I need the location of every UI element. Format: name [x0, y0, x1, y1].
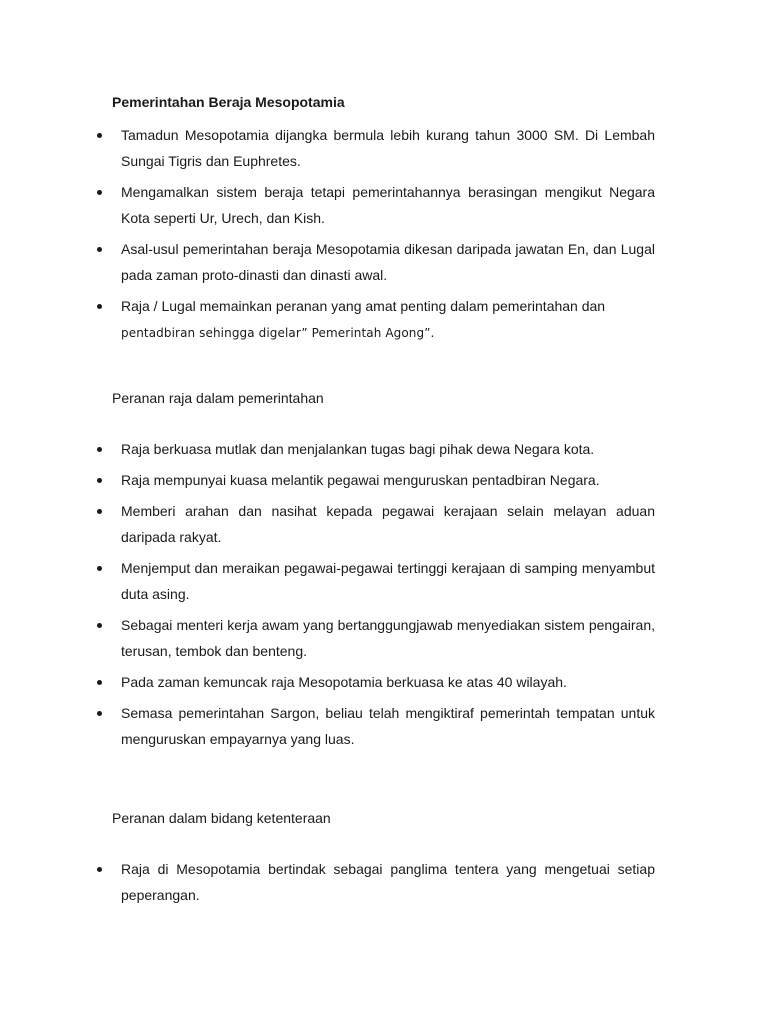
- section-heading-ketenteraan: Peranan dalam bidang ketenteraan: [112, 810, 331, 826]
- bullet-icon: [97, 566, 102, 571]
- list-item: Raja / Lugal memainkan peranan yang amat penting dalam pemerintahan dan pentadbiran sehingga digelar” Pemerintah Agong”.: [121, 293, 655, 346]
- bullet-icon: [97, 509, 102, 514]
- list-item: Asal-usul pemerintahan beraja Mesopotamia dikesan daripada jawatan En, dan Lugal pada zaman proto-dinasti dan dinasti awal.: [121, 236, 655, 288]
- bullet-icon: [97, 190, 102, 195]
- bullet-icon: [97, 680, 102, 685]
- section-heading-pemerintahan: Pemerintahan Beraja Mesopotamia: [112, 94, 345, 110]
- list-item: Memberi arahan dan nasihat kepada pegawai kerajaan selain melayan aduan daripada rakyat.: [121, 498, 655, 550]
- list-item: Mengamalkan sistem beraja tetapi pemerintahannya berasingan mengikut Negara Kota seperti Ur, Urech, dan Kish.: [121, 179, 655, 231]
- bullet-icon: [97, 478, 102, 483]
- list-item: Raja berkuasa mutlak dan menjalankan tugas bagi pihak dewa Negara kota.: [121, 436, 655, 462]
- bullet-icon: [97, 867, 102, 872]
- bullet-icon: [97, 247, 102, 252]
- bullet-list-peranan-raja: [0, 436, 768, 752]
- bullet-icon: [97, 133, 102, 138]
- list-item: Raja mempunyai kuasa melantik pegawai menguruskan pentadbiran Negara.: [121, 467, 655, 493]
- list-item: Menjemput dan meraikan pegawai-pegawai tertinggi kerajaan di samping menyambut duta asing.: [121, 555, 655, 607]
- list-item: Raja di Mesopotamia bertindak sebagai panglima tentera yang mengetuai setiap peperangan.: [121, 856, 655, 908]
- section-heading-peranan-raja: Peranan raja dalam pemerintahan: [112, 390, 324, 406]
- bullet-icon: [97, 304, 102, 309]
- bullet-icon: [97, 711, 102, 716]
- bullet-list-ketenteraan: [0, 856, 768, 908]
- list-item: Pada zaman kemuncak raja Mesopotamia berkuasa ke atas 40 wilayah.: [121, 669, 655, 695]
- bullet-icon: [97, 447, 102, 452]
- bullet-list-pemerintahan: [0, 122, 768, 346]
- list-item: Semasa pemerintahan Sargon, beliau telah mengiktiraf pemerintah tempatan untuk menguruskan empayarnya yang luas.: [121, 700, 655, 752]
- list-item: Sebagai menteri kerja awam yang bertanggungjawab menyediakan sistem pengairan, terusan, tembok dan benteng.: [121, 612, 655, 664]
- list-item: Tamadun Mesopotamia dijangka bermula lebih kurang tahun 3000 SM. Di Lembah Sungai Tigris dan Euphretes.: [121, 122, 655, 174]
- bullet-icon: [97, 623, 102, 628]
